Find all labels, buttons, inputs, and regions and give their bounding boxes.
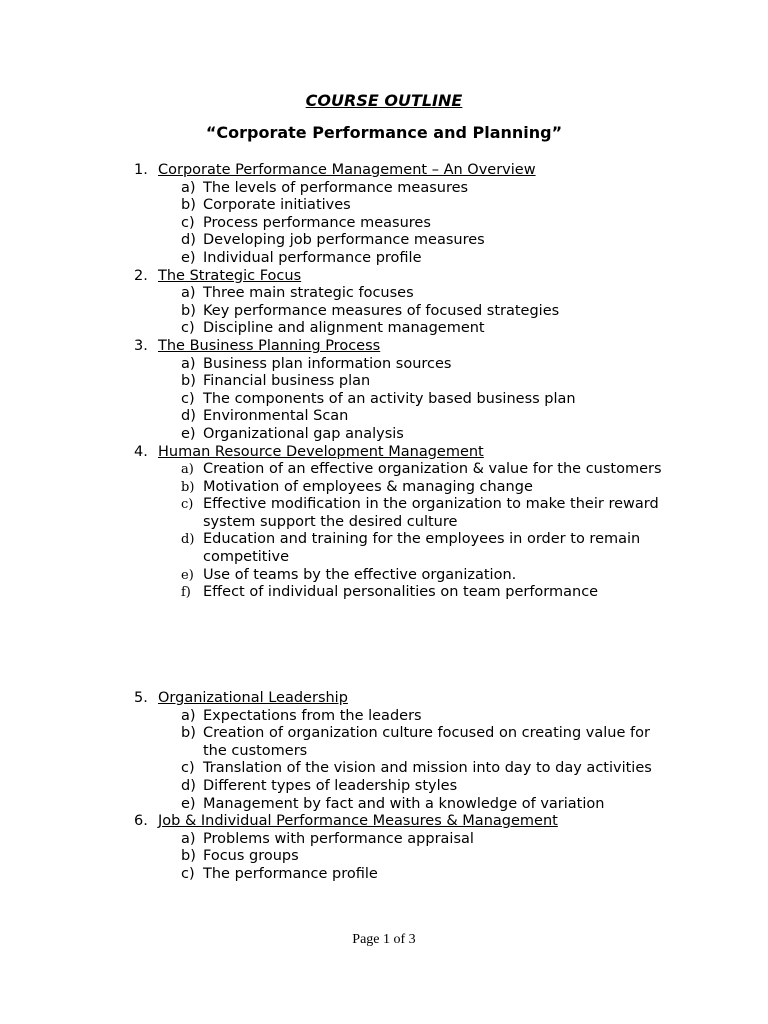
item-text: Financial business plan	[203, 373, 371, 390]
item-text: Management by fact and with a knowledge of variation	[203, 795, 605, 812]
list-item	[134, 531, 674, 566]
list-item	[134, 567, 674, 585]
outline-section	[134, 444, 674, 602]
item-marker: d)	[181, 232, 196, 249]
item-marker: a)	[181, 707, 196, 724]
section-title: The Business Planning Process	[158, 337, 381, 354]
item-text: Use of teams by the effective organization.	[203, 566, 517, 583]
section-title: Human Resource Development Management	[158, 443, 484, 460]
outline-list-bottom	[134, 690, 674, 884]
section-heading	[134, 268, 674, 286]
item-text: Key performance measures of focused strategies	[203, 302, 560, 319]
item-marker: d)	[181, 532, 195, 548]
item-text: Motivation of employees & managing change	[203, 478, 533, 495]
outline-section	[134, 690, 674, 813]
item-marker: c)	[181, 497, 194, 513]
list-item	[134, 250, 674, 268]
section-title: Organizational Leadership	[158, 690, 348, 706]
item-marker: e)	[181, 567, 194, 583]
list-item	[134, 866, 674, 884]
outline-section	[134, 268, 674, 338]
item-marker: e)	[181, 425, 196, 442]
list-item	[134, 848, 674, 866]
list-item	[134, 461, 674, 479]
list-item	[134, 760, 674, 778]
outline-list-top	[134, 162, 674, 602]
item-marker: c)	[181, 865, 195, 882]
list-item	[134, 426, 674, 444]
item-marker: c)	[181, 214, 195, 231]
list-item	[134, 197, 674, 215]
item-marker: c)	[181, 760, 195, 777]
item-marker: b)	[181, 725, 196, 742]
section-title: The Strategic Focus	[158, 267, 302, 284]
outline-section	[134, 813, 674, 883]
section-heading	[134, 444, 674, 462]
item-marker: a)	[181, 355, 196, 372]
item-text: Discipline and alignment management	[203, 320, 485, 337]
item-text: Process performance measures	[203, 214, 431, 231]
list-item	[134, 479, 674, 497]
section-number: 3.	[134, 337, 148, 354]
item-text: Creation of an effective organization & value for the customers	[203, 461, 662, 478]
list-item	[134, 778, 674, 796]
item-marker: b)	[181, 302, 196, 319]
item-text: Individual performance profile	[203, 249, 422, 266]
item-marker: b)	[181, 848, 196, 865]
section-title: Job & Individual Performance Measures & Management	[158, 813, 558, 830]
item-marker: a)	[181, 285, 196, 302]
list-item	[134, 796, 674, 814]
item-text: The components of an activity based business plan	[203, 390, 576, 407]
section-number: 6.	[134, 813, 148, 830]
item-marker: a)	[181, 179, 196, 196]
item-text: Creation of organization culture focused on creating value for the customers	[203, 725, 650, 759]
item-text: Developing job performance measures	[203, 232, 485, 249]
section-number: 5.	[134, 690, 148, 706]
list-item	[134, 373, 674, 391]
section-number: 1.	[134, 162, 148, 178]
item-marker: c)	[181, 320, 195, 337]
list-item	[134, 356, 674, 374]
section-heading	[134, 813, 674, 831]
outline-section	[134, 162, 674, 268]
outline-section	[134, 338, 674, 444]
item-marker: c)	[181, 390, 195, 407]
item-text: The levels of performance measures	[203, 179, 469, 196]
item-text: Translation of the vision and mission into day to day activities	[203, 760, 652, 777]
list-item	[134, 408, 674, 426]
list-item	[134, 285, 674, 303]
section-title: Corporate Performance Management – An Overview	[158, 162, 536, 178]
item-text: The performance profile	[203, 865, 378, 882]
item-marker: f)	[181, 585, 191, 601]
list-item	[134, 215, 674, 233]
list-item	[134, 391, 674, 409]
list-item	[134, 584, 674, 602]
item-text: Organizational gap analysis	[203, 425, 404, 442]
item-marker: e)	[181, 795, 196, 812]
item-text: Corporate initiatives	[203, 197, 351, 214]
list-item	[134, 708, 674, 726]
item-marker: d)	[181, 408, 196, 425]
item-text: Business plan information sources	[203, 355, 452, 372]
list-item	[134, 180, 674, 198]
item-text: Problems with performance appraisal	[203, 830, 474, 847]
item-marker: b)	[181, 479, 195, 495]
page-number: Page 1 of 3	[352, 932, 416, 947]
section-heading	[134, 690, 674, 708]
item-text: Education and training for the employees in order to remain competitive	[203, 531, 641, 566]
page-title: COURSE OUTLINE	[305, 91, 463, 110]
list-item	[134, 725, 674, 760]
section-number: 4.	[134, 443, 148, 460]
item-marker: a)	[181, 830, 196, 847]
item-marker: a)	[181, 462, 194, 478]
section-heading	[134, 162, 674, 180]
list-item	[134, 303, 674, 321]
list-item	[134, 232, 674, 250]
item-marker: b)	[181, 197, 196, 214]
section-heading	[134, 338, 674, 356]
section-number: 2.	[134, 267, 148, 284]
item-marker: e)	[181, 249, 196, 266]
item-text: Focus groups	[203, 848, 299, 865]
page-subtitle: “Corporate Performance and Planning”	[205, 123, 563, 142]
item-text: Three main strategic focuses	[203, 285, 414, 302]
item-text: Effect of individual personalities on team performance	[203, 584, 599, 601]
list-item	[134, 831, 674, 849]
item-text: Different types of leadership styles	[203, 777, 458, 794]
list-item	[134, 320, 674, 338]
item-text: Effective modification in the organization to make their reward system support the desired culture	[203, 496, 659, 530]
item-text: Expectations from the leaders	[203, 707, 422, 724]
item-marker: b)	[181, 373, 196, 390]
item-marker: d)	[181, 777, 196, 794]
list-item	[134, 496, 674, 531]
item-text: Environmental Scan	[203, 408, 349, 425]
